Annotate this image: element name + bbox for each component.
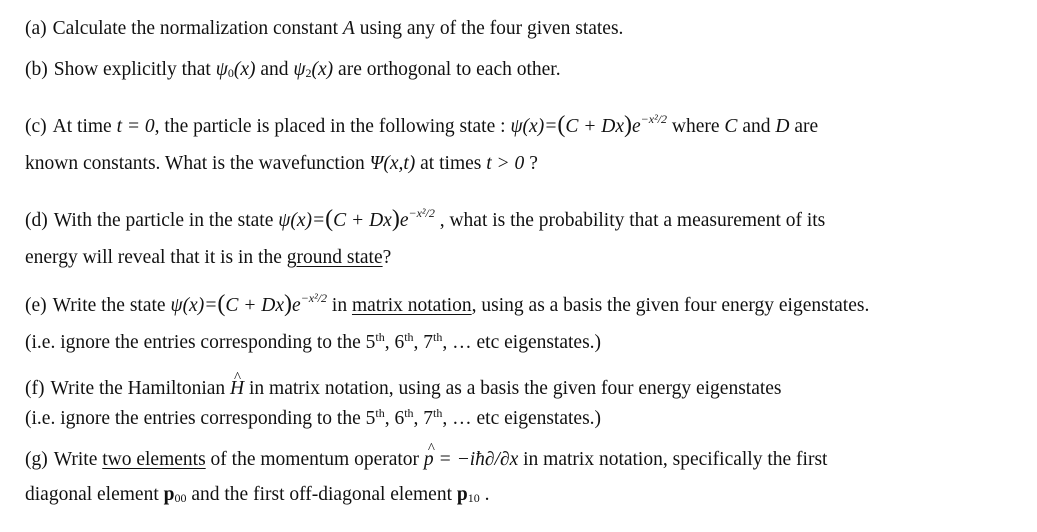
text: are (789, 116, 819, 137)
state-mid: C + Dx (565, 116, 625, 137)
label-a: (a) (25, 18, 47, 39)
question-f-line1 (25, 377, 782, 401)
arg: (x) (311, 59, 334, 80)
ordinal-suffix: th (404, 406, 414, 420)
paren: ( (217, 291, 226, 317)
state-lhs: ψ(x)= (510, 116, 558, 137)
question-b (25, 58, 561, 82)
psi: ψ (293, 59, 306, 80)
question-f-line2 (25, 407, 601, 432)
t-gt: t > 0 (486, 153, 525, 174)
question-e-line1 (25, 291, 870, 318)
state-mid: C + Dx (225, 295, 285, 316)
text: at times (415, 153, 487, 174)
text: known constants. What is the wavefunction (25, 153, 370, 174)
ordinal-suffix: th (375, 406, 385, 420)
text: , 6 (384, 332, 405, 353)
text: where (667, 116, 725, 137)
text: and the first off-diagonal element (186, 484, 457, 505)
ordinal-suffix: th (433, 406, 443, 420)
text: ? (524, 153, 538, 174)
text: diagonal element (25, 484, 164, 505)
operator-definition: = −iħ∂/∂x (433, 449, 519, 470)
label-c: (c) (25, 116, 47, 137)
var-A: A (342, 18, 355, 39)
question-d-line2 (25, 246, 391, 270)
state-mid: C + Dx (333, 210, 392, 231)
text: , … etc eigenstates.) (442, 408, 602, 429)
text: , 7 (413, 408, 434, 429)
text: are orthogonal to each other. (333, 59, 561, 80)
text: Write the state (52, 295, 171, 316)
momentum-operator-p: ^ p (424, 448, 434, 472)
state-lhs: ψ(x)= (170, 295, 218, 316)
psi: ψ (215, 59, 228, 80)
subscript: 0 (227, 66, 234, 80)
label-e: (e) (25, 295, 47, 316)
text: (i.e. ignore the entries corresponding to the 5 (25, 408, 376, 429)
text: . (479, 484, 490, 505)
question-d-line1 (25, 206, 826, 233)
text: , 7 (413, 332, 434, 353)
text: energy will reveal that it is in the (25, 247, 287, 268)
text: in matrix notation, using as a basis the given four energy eigenstates (244, 378, 782, 399)
paren: ) (391, 206, 400, 232)
text: and (255, 59, 294, 80)
exponent: −x²/2 (408, 206, 435, 220)
arg: (x) (233, 59, 256, 80)
underlined-two-elements: two elements (102, 449, 206, 470)
text: of the momentum operator (205, 449, 424, 470)
state-lhs: ψ(x)= (278, 210, 326, 231)
text: and (737, 116, 776, 137)
paren: ) (624, 112, 633, 138)
hamiltonian-H: ^ H (230, 377, 244, 401)
question-g-line2 (25, 483, 489, 507)
exponent: −x²/2 (640, 112, 668, 126)
exp-base: e (292, 295, 301, 316)
label-f: (f) (25, 378, 45, 399)
underlined-matrix-notation: matrix notation (351, 295, 472, 316)
t-eq: t = 0 (116, 116, 155, 137)
text: in (327, 295, 352, 316)
Psi: Ψ(x,t) (369, 153, 416, 174)
question-c-line2 (25, 152, 538, 176)
ordinal-suffix: th (404, 330, 414, 344)
exponent: −x²/2 (300, 291, 328, 305)
exp-base: e (399, 210, 409, 231)
text: ? (382, 247, 392, 268)
text: Show explicitly that (53, 59, 216, 80)
exp-base: e (632, 116, 641, 137)
paren: ( (325, 206, 334, 232)
text: (i.e. ignore the entries corresponding to the 5 (25, 332, 376, 353)
text: Calculate the normalization constant (52, 18, 343, 39)
text: , … etc eigenstates.) (442, 332, 602, 353)
subscript: 00 (174, 491, 187, 505)
text: , what is the probability that a measurement of its (434, 210, 826, 231)
ordinal-suffix: th (375, 330, 385, 344)
subscript: 2 (305, 66, 312, 80)
text: With the particle in the state (53, 210, 279, 231)
var-C: C (724, 116, 738, 137)
text: Write the Hamiltonian (50, 378, 231, 399)
p-element: p (456, 484, 468, 505)
text: , using as a basis the given four energy eigenstates. (471, 295, 870, 316)
text: , 6 (384, 408, 405, 429)
ordinal-suffix: th (433, 330, 443, 344)
text: using any of the four given states. (354, 18, 624, 39)
underlined-ground-state: ground state (286, 247, 383, 268)
subscript: 10 (467, 491, 480, 505)
label-b: (b) (25, 59, 48, 80)
text: , the particle is placed in the following state : (154, 116, 511, 137)
label-g: (g) (25, 449, 48, 470)
p-element: p (163, 484, 175, 505)
question-c-line1 (25, 112, 819, 139)
text: At time (52, 116, 117, 137)
question-g-line1 (25, 448, 827, 472)
var-D: D (775, 116, 790, 137)
paren: ( (557, 112, 566, 138)
label-d: (d) (25, 210, 48, 231)
question-a (25, 17, 623, 41)
question-e-line2 (25, 331, 601, 356)
paren: ) (284, 291, 293, 317)
text: Write (53, 449, 103, 470)
text: in matrix notation, specifically the first (518, 449, 828, 470)
